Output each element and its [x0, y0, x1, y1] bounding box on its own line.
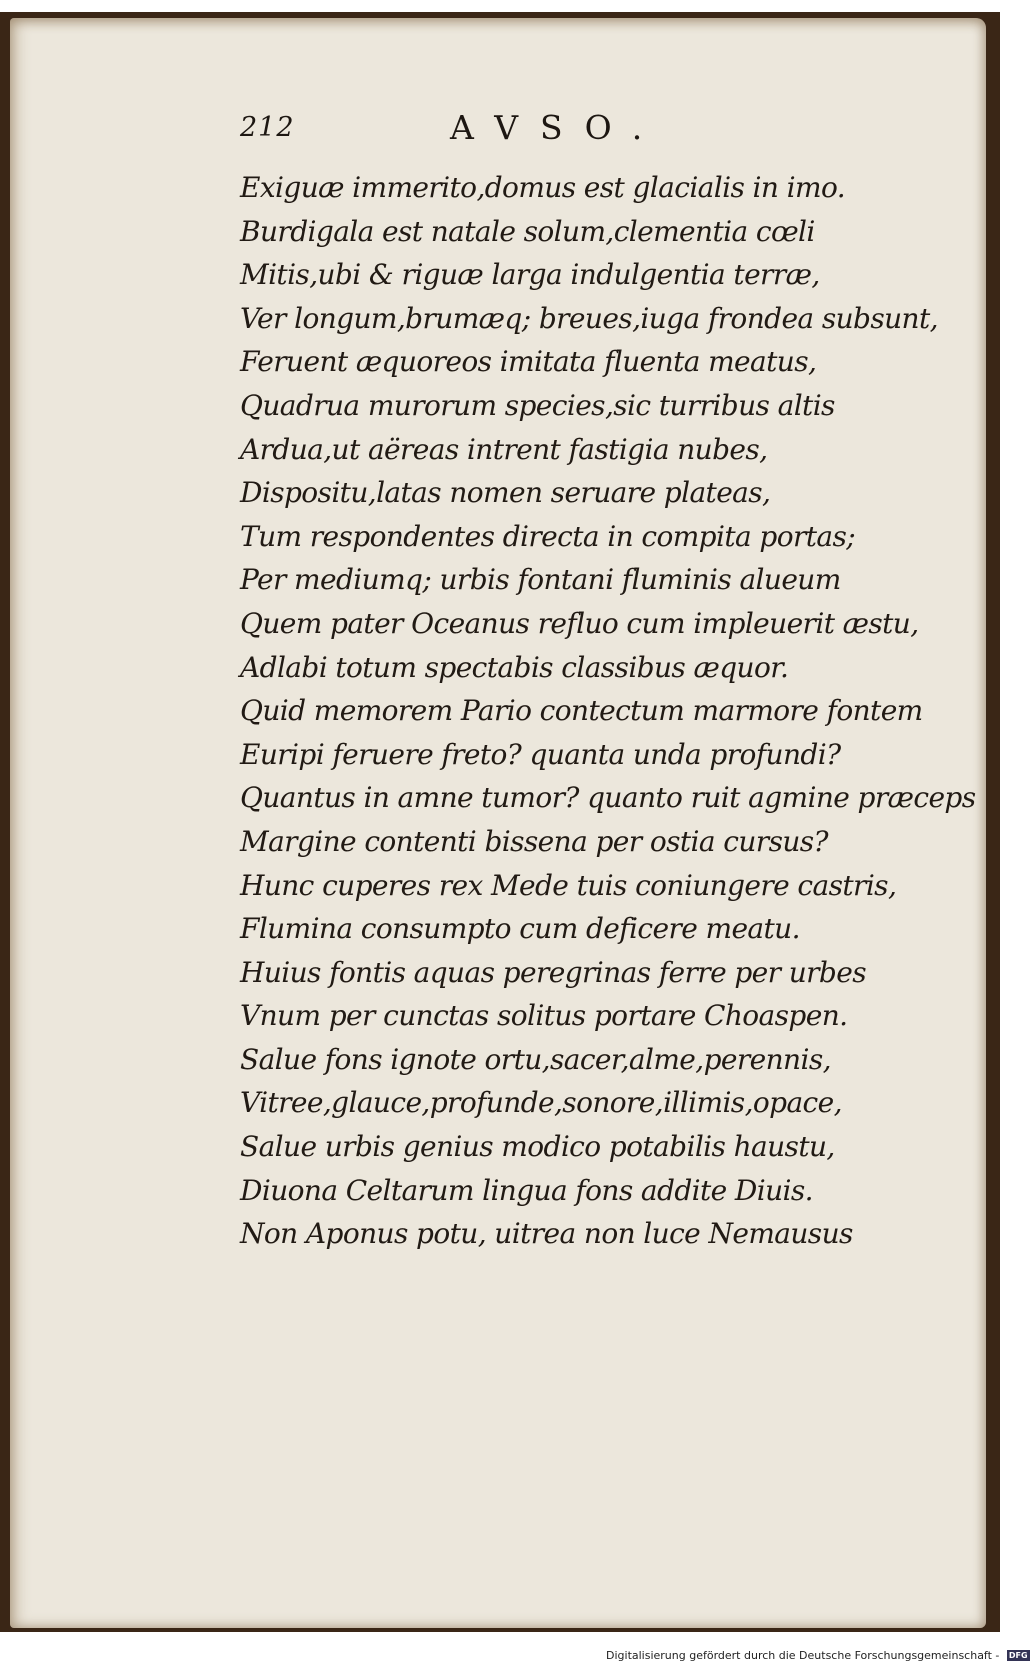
- verse-line: Euripi feruere freto? quanta unda profundi?: [240, 737, 841, 771]
- page-header: [240, 108, 710, 154]
- verse-line: Quid memorem Pario contectum marmore fontem: [240, 694, 923, 728]
- verse-line: Exiguæ immerito,domus est glacialis in imo.: [240, 171, 846, 204]
- verse-line: Per mediumq; urbis fontani fluminis alueum: [240, 563, 841, 597]
- page-number: 212: [240, 112, 295, 143]
- verse-line: Quadrua murorum species,sic turribus altis: [240, 388, 835, 422]
- verse-line: Huius fontis aquas peregrinas ferre per urbes: [240, 955, 866, 989]
- credit-text: Digitalisierung gefördert durch die Deutsche Forschungsgemeinschaft -: [606, 1649, 1000, 1662]
- verse-line: Non Aponus potu, uitrea non luce Nemausus: [240, 1217, 853, 1251]
- verse-line: Diuona Celtarum lingua fons addite Diuis.: [240, 1173, 813, 1207]
- verse-line: Salue urbis genius modico potabilis haustu,: [240, 1130, 835, 1164]
- verse-line: Ver longum,brumæq; breues,iuga frondea subsunt,: [240, 301, 938, 335]
- verse-line: Margine contenti bissena per ostia cursus?: [240, 824, 828, 858]
- verse-line: Vitree,glauce,profunde,sonore,illimis,opace,: [240, 1086, 842, 1120]
- verse-text: [240, 166, 976, 1256]
- verse-line: Ardua,ut aëreas intrent fastigia nubes,: [240, 432, 768, 466]
- verse-line: Salue fons ignote ortu,sacer,alme,perennis,: [240, 1042, 831, 1076]
- verse-line: Flumina consumpto cum deficere meatu.: [240, 912, 800, 946]
- verse-line: Tum respondentes directa in compita portas;: [240, 519, 856, 553]
- verse-line: Quem pater Oceanus refluo cum impleuerit æstu,: [240, 606, 919, 640]
- verse-line: Vnum per cunctas solitus portare Choaspen.: [240, 999, 848, 1033]
- verse-line: Mitis,ubi & riguæ larga indulgentia terræ,: [240, 258, 820, 292]
- verse-line: Quantus in amne tumor? quanto ruit agmine præceps: [240, 781, 976, 815]
- verse-line: Hunc cuperes rex Mede tuis coniungere castris,: [240, 868, 897, 902]
- dfg-logo-icon: DFG: [1008, 1651, 1028, 1660]
- verse-line: Adlabi totum spectabis classibus æquor.: [240, 650, 789, 684]
- digitization-credit: [606, 1648, 1030, 1664]
- verse-line: Feruent æquoreos imitata fluenta meatus,: [240, 345, 817, 379]
- verse-line: Burdigala est natale solum,clementia cœli: [240, 214, 815, 248]
- running-head: AVSO.: [450, 108, 665, 147]
- verse-line: Dispositu,latas nomen seruare plateas,: [240, 476, 771, 510]
